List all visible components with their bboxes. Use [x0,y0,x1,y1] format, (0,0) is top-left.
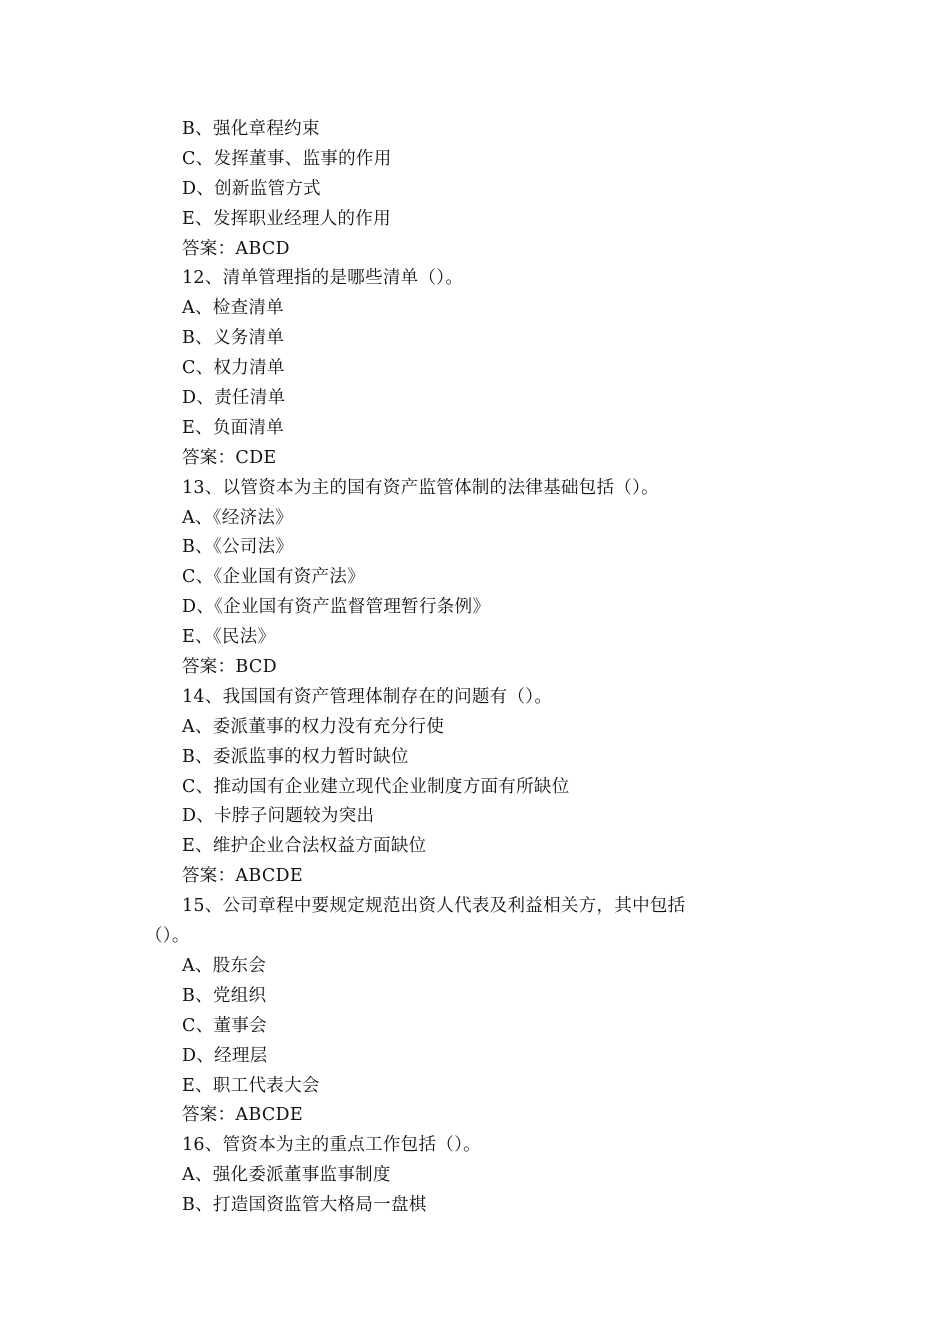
answer-line: 答案：ABCDE [182,866,303,887]
option-line: B、党组织 [182,985,267,1006]
option-line: B、强化章程约束 [182,119,320,139]
answer-line: 答案：BCD [182,657,277,678]
option-line: B、打造国资监管大格局一盘棋 [182,1195,427,1216]
option-line: D、卡脖子问题较为突出 [182,806,375,827]
answer-line: 答案：CDE [182,447,277,468]
answer-line: 答案：ABCD [182,238,290,259]
question-line: 15、公司章程中要规定规范出资人代表及利益相关方，其中包括 [182,896,686,917]
option-line: C、推动国有企业建立现代企业制度方面有所缺位 [182,776,570,797]
option-line: A、股东会 [182,955,267,976]
option-line: E、负面清单 [182,417,285,438]
option-line: D、责任清单 [182,388,286,409]
question-line: 13、以管资本为主的国有资产监管体制的法律基础包括（）。 [182,477,659,498]
option-line: E、发挥职业经理人的作用 [182,208,391,229]
option-line: A、检查清单 [182,298,284,319]
option-line: E、职工代表大会 [182,1075,320,1096]
question-line: 12、清单管理指的是哪些清单（）。 [182,268,464,289]
option-line: B、委派监事的权力暂时缺位 [182,746,409,767]
option-line: C、《企业国有资产法》 [182,567,365,588]
document-body [145,115,735,1221]
option-line: B、《公司法》 [182,537,294,558]
option-line: A、强化委派董事监事制度 [182,1165,391,1186]
option-line: C、发挥董事、监事的作用 [182,148,392,169]
option-line: E、《民法》 [182,627,276,648]
option-line: B、义务清单 [182,328,285,349]
option-line: D、经理层 [182,1045,268,1066]
option-line: C、权力清单 [182,358,285,379]
question-line-continuation: （）。 [145,926,190,947]
option-line: E、维护企业合法权益方面缺位 [182,836,427,857]
option-line: A、《经济法》 [182,507,293,528]
option-line: A、委派董事的权力没有充分行使 [182,716,445,737]
option-line: D、创新监管方式 [182,178,321,199]
option-line: C、董事会 [182,1015,267,1036]
answer-line: 答案：ABCDE [182,1105,303,1126]
option-line: D、《企业国有资产监督管理暂行条例》 [182,597,491,618]
question-line: 14、我国国有资产管理体制存在的问题有（）。 [182,686,553,707]
question-line: 16、管资本为主的重点工作包括（）。 [182,1135,481,1156]
